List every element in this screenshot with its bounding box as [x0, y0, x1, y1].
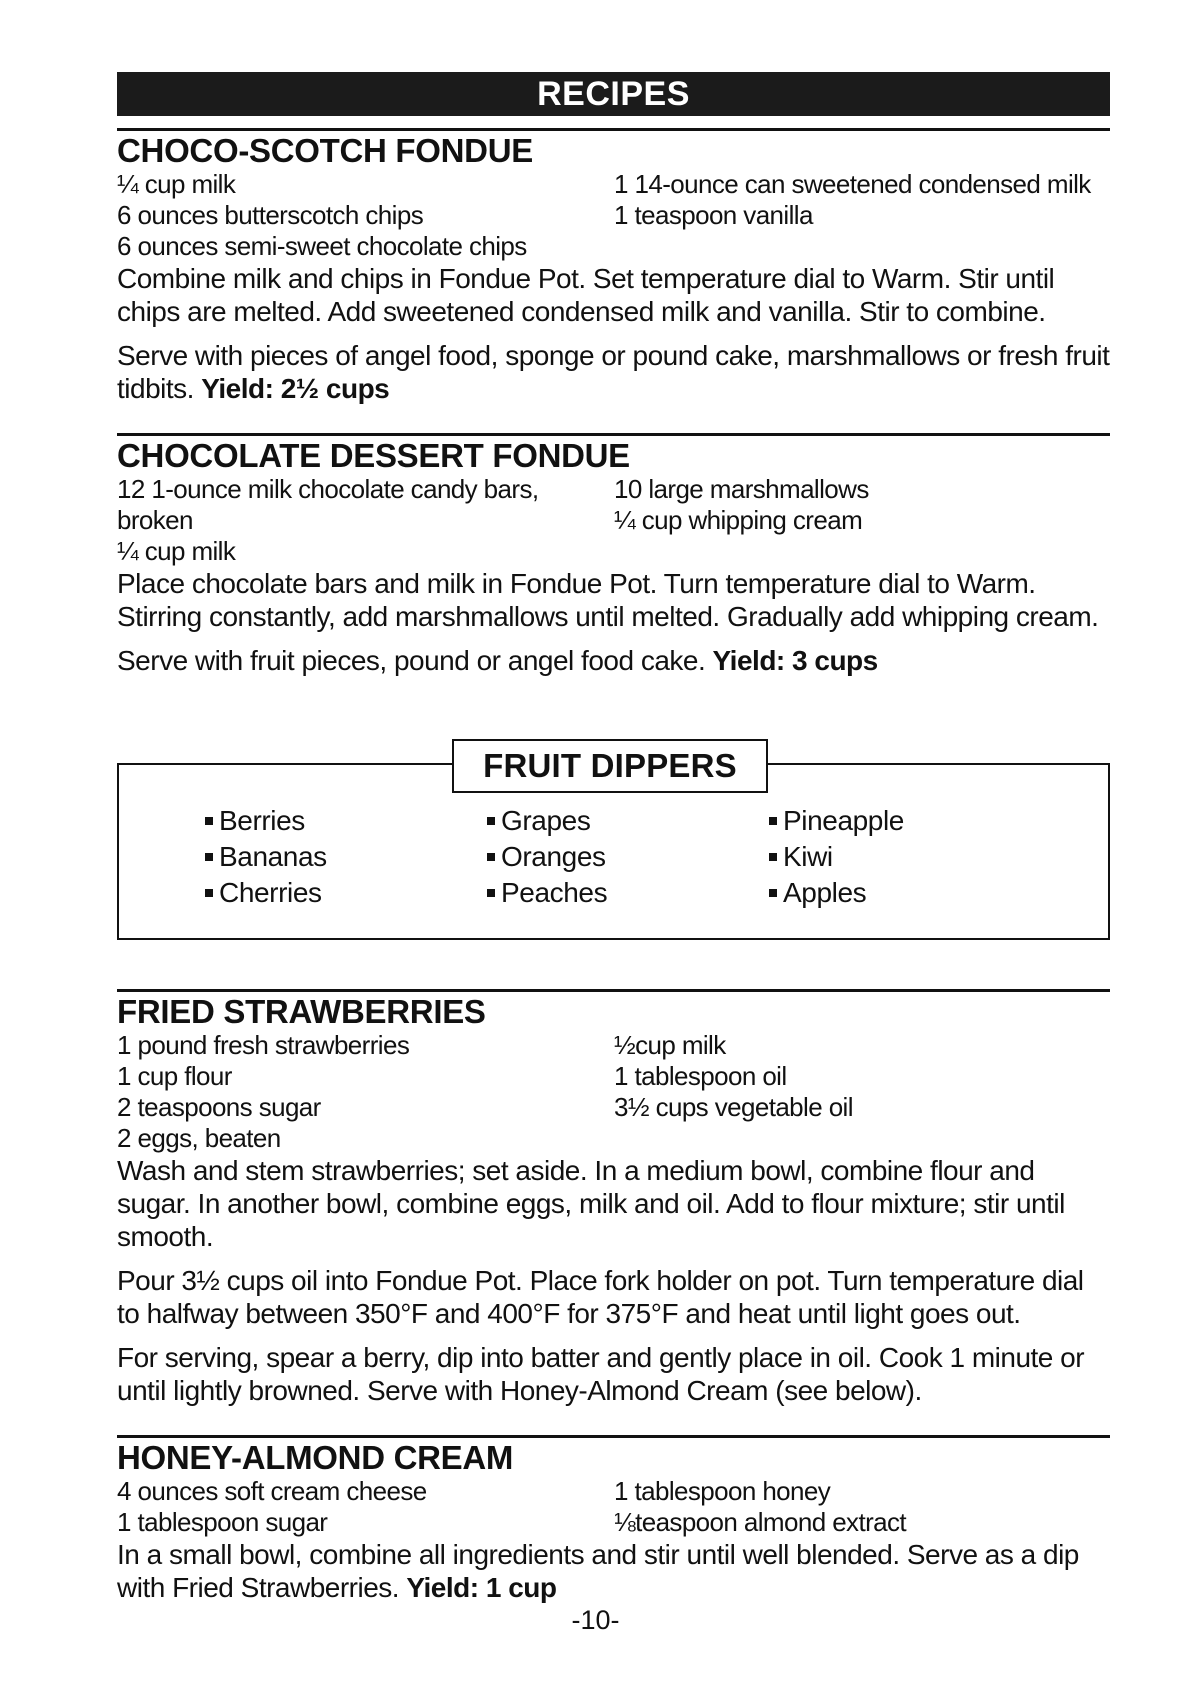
- bullet-icon: [205, 889, 213, 897]
- recipe-title: CHOCO-SCOTCH FONDUE: [117, 132, 533, 169]
- ingredient: ¼ cup milk: [117, 536, 236, 566]
- bullet-icon: [205, 817, 213, 825]
- section-rule: [117, 1435, 1110, 1438]
- section-rule: [117, 433, 1110, 436]
- recipe-chocolate-dessert-fondue: [117, 438, 1110, 677]
- ingredient-list: [117, 1476, 1110, 1538]
- instruction-paragraph: Place chocolate bars and milk in Fondue Pot. Turn temperature dial to Warm. Stirring constantly, add marshmallows until melted. Gradually add whipping cream.: [117, 568, 1099, 632]
- ingredient-list: [117, 169, 1110, 262]
- fruit-label: Bananas: [219, 841, 327, 872]
- fruit-label: Cherries: [219, 877, 322, 908]
- ingredient-column-left: [117, 474, 614, 567]
- recipe-title: FRIED STRAWBERRIES: [117, 993, 486, 1030]
- fruit-label: Grapes: [501, 805, 591, 836]
- instruction-text: In a small bowl, combine all ingredients and stir until well blended. Serve as a dip with Fried Strawberries.: [117, 1539, 1079, 1603]
- fruit-column: [769, 803, 1051, 911]
- ingredient: 2 teaspoons sugar: [117, 1092, 321, 1122]
- ingredient-column-right: [614, 1476, 1110, 1538]
- serving-text: Serve with fruit pieces, pound or angel food cake.: [117, 645, 706, 676]
- ingredient: 12 1-ounce milk chocolate candy bars, broken: [117, 474, 539, 535]
- fruit-item: [205, 839, 487, 875]
- fruit-label: Pineapple: [783, 805, 904, 836]
- recipe-choco-scotch-fondue: [117, 133, 1110, 405]
- section-rule: [117, 128, 1110, 131]
- recipe-page: [117, 72, 1110, 1604]
- ingredient-list: [117, 474, 1110, 567]
- recipe-fried-strawberries: [117, 994, 1110, 1407]
- ingredient: 10 large marshmallows: [614, 474, 869, 504]
- ingredient: 2 eggs, beaten: [117, 1123, 281, 1153]
- fruit-item: [487, 803, 769, 839]
- ingredient: 1 tablespoon honey: [614, 1476, 831, 1506]
- page-number: -10-: [571, 1605, 620, 1635]
- serving-paragraph: For serving, spear a berry, dip into batter and gently place in oil. Cook 1 minute or until lightly browned. Serve with Honey-Almond Cream (see below).: [117, 1342, 1085, 1406]
- ingredient: 1 pound fresh strawberries: [117, 1030, 410, 1060]
- fruit-label: Oranges: [501, 841, 606, 872]
- instruction-paragraph: Combine milk and chips in Fondue Pot. Set temperature dial to Warm. Stir until chips are melted. Add sweetened condensed milk and vanilla. Stir to combine.: [117, 263, 1055, 327]
- instruction-paragraph: [117, 1538, 1110, 1604]
- bullet-icon: [769, 889, 777, 897]
- serving-paragraph: [117, 339, 1110, 405]
- fruit-dippers-panel: [117, 739, 1110, 939]
- fruit-item: [487, 875, 769, 911]
- yield-label: Yield: 3 cups: [712, 645, 878, 676]
- ingredient: ¼ cup milk: [117, 169, 236, 199]
- ingredient: 3½ cups vegetable oil: [614, 1092, 853, 1122]
- yield-label: Yield: 1 cup: [406, 1572, 557, 1603]
- bullet-icon: [487, 817, 495, 825]
- recipe-title: CHOCOLATE DESSERT FONDUE: [117, 437, 630, 474]
- bullet-icon: [769, 817, 777, 825]
- fruit-label: Peaches: [501, 877, 608, 908]
- ingredient: 1 cup flour: [117, 1061, 232, 1091]
- ingredient: 6 ounces butterscotch chips: [117, 200, 424, 230]
- ingredient: 6 ounces semi-sweet chocolate chips: [117, 231, 527, 261]
- ingredient: 1 tablespoon sugar: [117, 1507, 328, 1537]
- fruit-item: [205, 875, 487, 911]
- bullet-icon: [205, 853, 213, 861]
- fruit-item: [769, 839, 1051, 875]
- fruit-column: [487, 803, 769, 911]
- ingredient: 4 ounces soft cream cheese: [117, 1476, 427, 1506]
- bullet-icon: [769, 853, 777, 861]
- ingredient: 1 teaspoon vanilla: [614, 200, 813, 230]
- bullet-icon: [487, 853, 495, 861]
- fruit-column: [205, 803, 487, 911]
- recipe-honey-almond-cream: [117, 1440, 1110, 1604]
- ingredient: ¼ cup whipping cream: [614, 505, 863, 535]
- ingredient: 1 14-ounce can sweetened condensed milk: [614, 169, 1091, 199]
- section-rule: [117, 989, 1110, 992]
- ingredient-column-right: [614, 1030, 1110, 1154]
- ingredient-column-left: [117, 1476, 614, 1538]
- ingredient-column-right: [614, 169, 1110, 262]
- ingredient: ⅛teaspoon almond extract: [614, 1507, 907, 1537]
- ingredient: ½cup milk: [614, 1030, 726, 1060]
- ingredient-column-left: [117, 1030, 614, 1154]
- instruction-paragraph: Pour 3½ cups oil into Fondue Pot. Place fork holder on pot. Turn temperature dial to halfway between 350°F and 400°F for 375°F and heat until light goes out.: [117, 1265, 1084, 1329]
- fruit-item: [205, 803, 487, 839]
- fruit-item: [769, 803, 1051, 839]
- fruit-label: Kiwi: [783, 841, 833, 872]
- fruit-item: [769, 875, 1051, 911]
- fruit-label: Berries: [219, 805, 305, 836]
- ingredient-list: [117, 1030, 1110, 1154]
- fruit-dippers-title: FRUIT DIPPERS: [452, 739, 768, 793]
- bullet-icon: [487, 889, 495, 897]
- fruit-dippers-list: [205, 803, 1051, 911]
- yield-label: Yield: 2½ cups: [201, 373, 390, 404]
- fruit-item: [487, 839, 769, 875]
- ingredient-column-right: [614, 474, 1110, 567]
- ingredient: 1 tablespoon oil: [614, 1061, 787, 1091]
- page-banner: RECIPES: [117, 72, 1110, 116]
- serving-text: Serve with pieces of angel food, sponge or pound cake, marshmallows or fresh fruit tidbits.: [117, 340, 1110, 404]
- recipe-title: HONEY-ALMOND CREAM: [117, 1439, 514, 1476]
- fruit-label: Apples: [783, 877, 867, 908]
- serving-paragraph: [117, 644, 1110, 677]
- instruction-paragraph: Wash and stem strawberries; set aside. In a medium bowl, combine flour and sugar. In another bowl, combine eggs, milk and oil. Add to flour mixture; stir until smooth.: [117, 1155, 1065, 1252]
- ingredient-column-left: [117, 169, 614, 262]
